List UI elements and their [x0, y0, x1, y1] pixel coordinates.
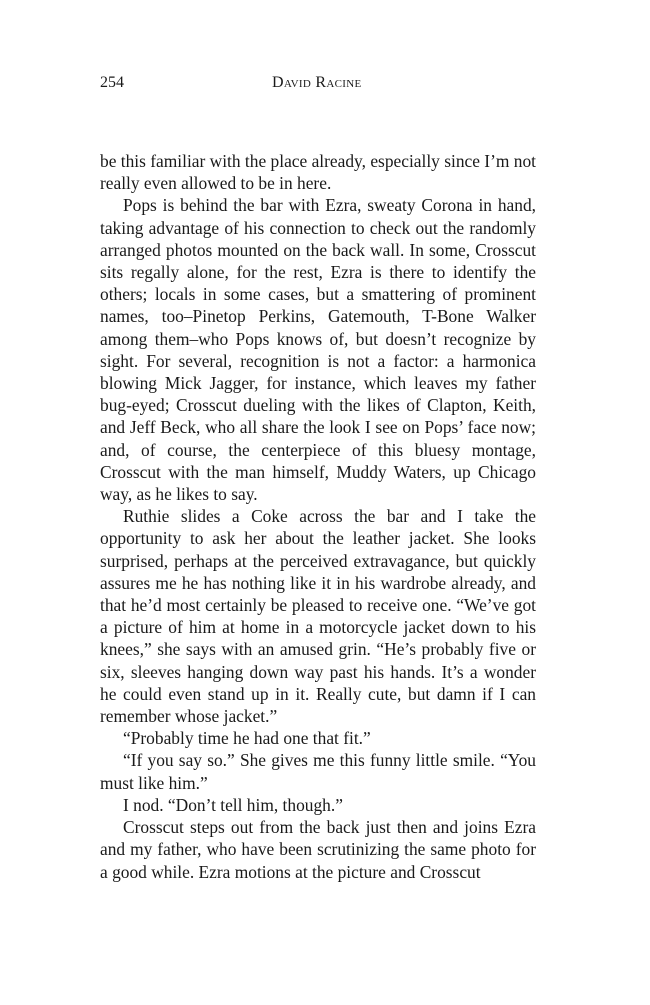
paragraph-pops-photos: Pops is behind the bar with Ezra, sweaty Corona in hand, taking advantage of his connection to check out the randomly arranged photos mounted on the back wall. In some, Crosscut sits regally alone, for the rest, Ezra is there to identify the others; locals in some cases, but a smattering of prominent names, too–Pinetop Perkins, Gatemouth, T-Bone Walker among them–who Pops knows of, but doesn’t recognize by sight. For several, recognition is not a factor: a harmonica blowing Mick Jagger, for instance, which leaves my father bug-eyed; Crosscut dueling with the likes of Clapton, Keith, and Jeff Beck, who all share the look I see on Pops’ face now; and, of course, the centerpiece of this bluesy montage, Crosscut with the man himself, Muddy Waters, up Chicago way, as he likes to say. — [100, 195, 536, 505]
paragraph-dialogue-like: “If you say so.” She gives me this funny little smile. “You must like him.” — [100, 750, 536, 793]
paragraph-crosscut-steps: Crosscut steps out from the back just then and joins Ezra and my father, who have been scrutinizing the same photo for a good while. Ezra motions at the picture and Crosscut — [100, 817, 536, 882]
paragraph-dialogue-nod: I nod. “Don’t tell him, though.” — [123, 794, 343, 815]
paragraph-dialogue-fit: “Probably time he had one that fit.” — [123, 728, 371, 749]
paragraph-ruthie-jacket: Ruthie slides a Coke across the bar and I take the opportunity to ask her about the leather jacket. She looks surprised, perhaps at the perceived extravagance, but quickly assures me he has nothing like it in his wardrobe already, and that he’d most certainly be pleased to receive one. “We’ve got a picture of him at home in a motorcycle jacket down to his knees,” she says with an amused grin. “He’s probably five or six, sleeves hanging down way past his hands. It’s a wonder he could even stand up in it. Really cute, but damn if I can remember whose jacket.” — [100, 506, 536, 727]
paragraph-continuation: be this familiar with the place already, especially since I’m not really even allowed to be in here. — [100, 151, 536, 194]
page-header — [100, 74, 536, 96]
page-body — [100, 150, 536, 883]
page-number: 254 — [100, 74, 124, 91]
running-head-author: David Racine — [272, 74, 362, 91]
